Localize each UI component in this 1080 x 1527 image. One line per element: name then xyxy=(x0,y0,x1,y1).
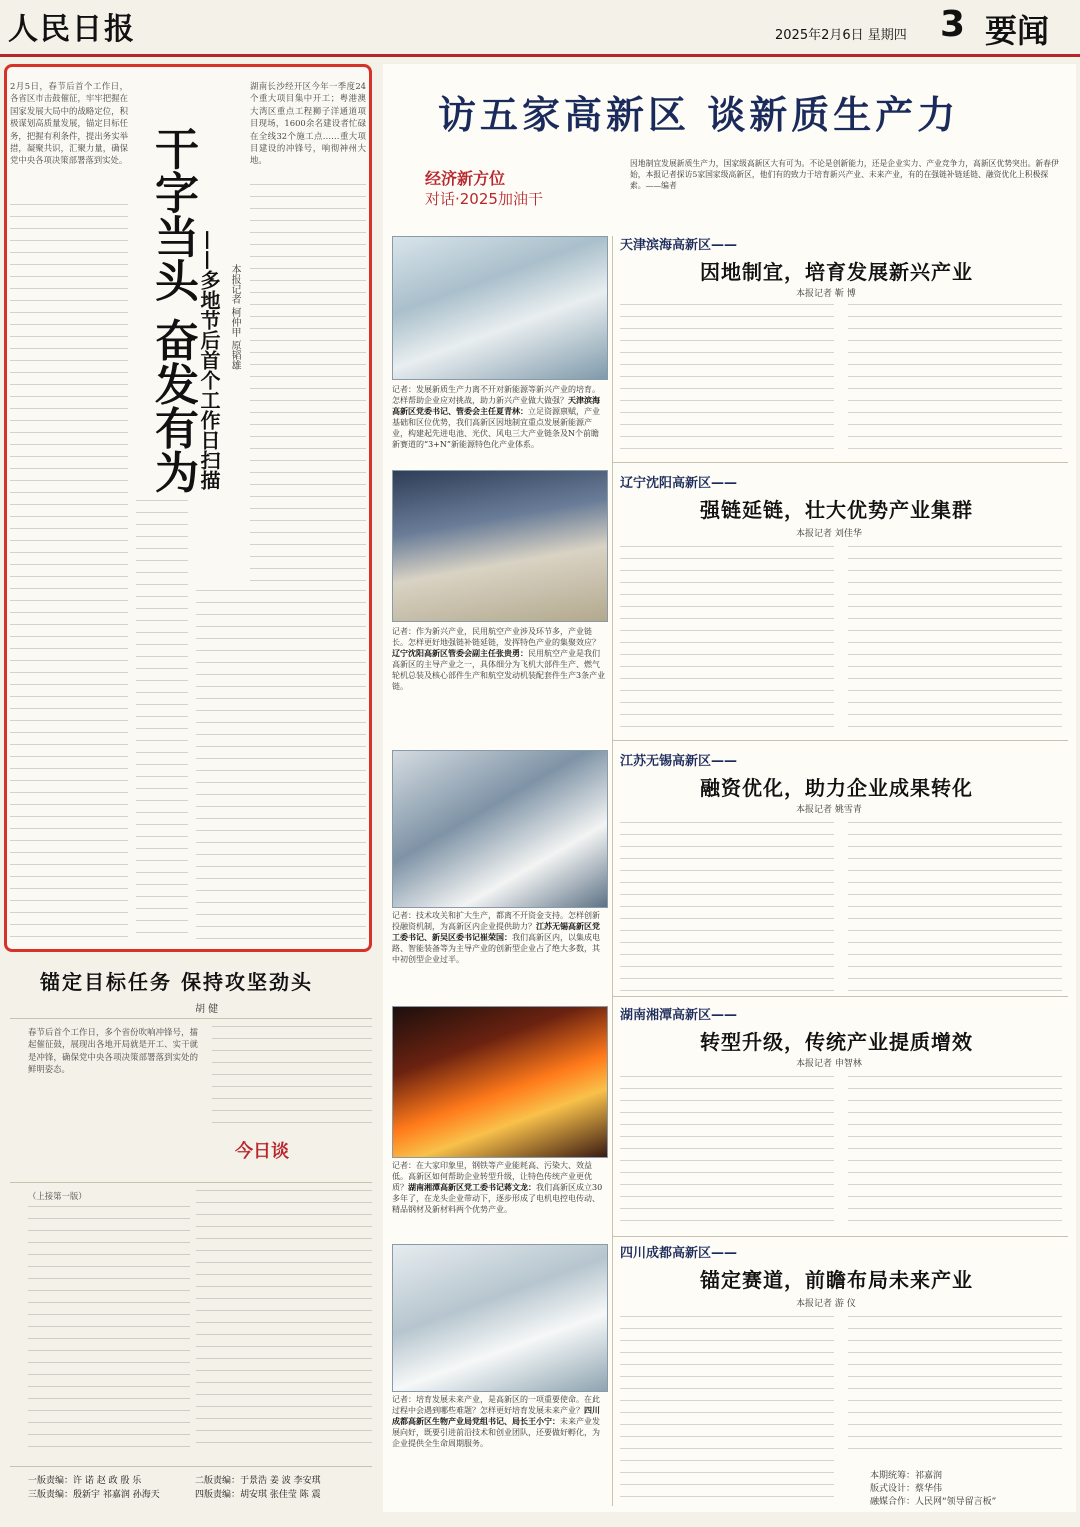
section4-question: 记者：在大家印象里，钢铁等产业能耗高、污染大、效益低。高新区如何帮助企业转型升级，让特色传统产业更优质？ xyxy=(392,1161,592,1192)
section2-caption xyxy=(392,626,606,734)
continued-label: （上接第一版） xyxy=(28,1191,87,1201)
lead-col2-body xyxy=(136,500,188,940)
section2-location: 辽宁沈阳高新区—— xyxy=(620,476,738,491)
section3-answer-name: 江苏无锡高新区党工委书记、新吴区委书记崔荣国： xyxy=(392,921,600,942)
section1-answer: 立足资源禀赋，产业基础和区位优势，我们高新区因地制宜重点发展新能源产业，构建起先进电池、光伏、风电三大产业链条及N个前瞻新赛道的“3+N”新能源特色化产业体系。 xyxy=(392,407,600,449)
commentary-text: 春节后首个工作日，多个省份吹响冲锋号，擂起催征鼓，展现出各地开局就是开工、实干就是冲锋，确保党中央各项决策部署落到实处的鲜明姿态。 xyxy=(28,1027,198,1075)
editor-page3: 三版责编：殷新宇 祁嘉润 孙海天 xyxy=(28,1490,160,1500)
section1-question: 记者：发展新质生产力离不开对新能源等新兴产业的培育。怎样帮助企业应对挑战，助力新兴产业做大做强？ xyxy=(392,385,600,405)
photo-steel-mill xyxy=(392,1006,608,1158)
lead-subtitle: ——多地节后首个工作日扫描 xyxy=(197,230,221,490)
feature-intro: 因地制宜发展新质生产力，国家级高新区大有可为。不论是创新能力，还是企业实力、产业竞争力，高新区优势突出。新春伊始，本报记者探访5家国家级高新区，他们有的致力于培育新兴产业、未来产业，有的在强链补链延链、融资优化上积极探索。——编者 xyxy=(630,159,1059,190)
divider xyxy=(612,740,1068,741)
section4-title: 转型升级，传统产业提质增效 xyxy=(700,1030,973,1054)
section5-question: 记者：培育发展未来产业，是高新区的一项重要使命。在此过程中会遇到哪些难题？怎样更好培育发展未来产业？ xyxy=(392,1395,600,1415)
photo-battery-lab xyxy=(392,236,608,380)
lead-col4-body xyxy=(196,590,366,940)
feature-banner-title: 访五家高新区 谈新质生产力 xyxy=(438,92,960,137)
section2-author: 本报记者 刘佳华 xyxy=(796,529,862,539)
commentary-author: 胡 健 xyxy=(195,1004,219,1015)
section1-body-1 xyxy=(620,304,834,456)
section1-title: 因地制宜，培育发展新兴产业 xyxy=(700,260,973,284)
page-editor: 本期统筹：祁嘉润 xyxy=(870,1471,943,1481)
editor-page2: 二版责编：于景浩 姜 波 李安琪 xyxy=(195,1476,321,1486)
section5-body-1 xyxy=(620,1316,834,1506)
page-number: 3 xyxy=(940,4,966,45)
divider xyxy=(612,236,613,1506)
photo-chip-factory xyxy=(392,750,608,908)
section3-body-1 xyxy=(620,822,834,992)
commentary-title: 锚定目标任务 保持攻坚劲头 xyxy=(40,970,313,994)
column-tag: 经济新方位 xyxy=(425,169,506,188)
section4-location: 湖南湘潭高新区—— xyxy=(620,1008,738,1023)
section2-answer: 民用航空产业是我们高新区的主导产业之一，具体细分为飞机大部件生产、燃气轮机总装及核心部件生产和航空发动机装配套件生产3条产业链。 xyxy=(392,649,606,691)
section3-author: 本报记者 姚雪青 xyxy=(796,805,862,815)
commentary-body xyxy=(212,1026,372,1126)
section1-answer-name: 天津滨海高新区党委书记、管委会主任夏青林： xyxy=(392,395,600,416)
section4-author: 本报记者 申智林 xyxy=(796,1059,862,1069)
section3-location: 江苏无锡高新区—— xyxy=(620,754,738,769)
section4-body-2 xyxy=(848,1076,1062,1230)
section3-answer: 我们高新区内，以集成电路、智能装备等为主导产业的创新型企业占了绝大多数，其中初创型企业过半。 xyxy=(392,933,600,964)
jinri-tan-label: 今日谈 xyxy=(235,1141,289,1162)
editor-page1: 一版责编：许 诺 赵 政 殷 乐 xyxy=(28,1476,142,1486)
section1-location: 天津滨海高新区—— xyxy=(620,238,738,253)
footer-credits-left xyxy=(28,1474,160,1502)
photo-aircraft-assembly xyxy=(392,470,608,622)
section2-body-2 xyxy=(848,546,1062,734)
section5-answer-name: 四川成都高新区生物产业局党组书记、局长王小宁： xyxy=(392,1405,600,1426)
newspaper-logo: 人民日报 xyxy=(8,12,136,47)
section5-body-2 xyxy=(848,1316,1062,1456)
section3-question: 记者：技术攻关和扩大生产，都离不开资金支持。怎样创新投融资机制，为高新区内企业提供助力？ xyxy=(392,911,600,931)
section3-title: 融资优化，助力企业成果转化 xyxy=(700,776,973,800)
editor-page4: 四版责编：胡安琪 张佳莹 陈 震 xyxy=(195,1490,321,1500)
section5-location: 四川成都高新区—— xyxy=(620,1246,738,1261)
lead-title: 干字当头 奋发有为 xyxy=(147,126,198,494)
divider xyxy=(612,996,1068,997)
continued-body-2 xyxy=(196,1190,372,1448)
section3-body-2 xyxy=(848,822,1062,992)
continued-body-1 xyxy=(28,1206,190,1448)
section4-answer: 我们高新区成立30多年了，在龙头企业带动下，逐步形成了电机电控电传动、精品钢材及新材料两个优势产业。 xyxy=(392,1183,603,1214)
lead-col1-text: 2月5日，春节后首个工作日，各省区市击鼓催征，牢牢把握在国家发展大局中的战略定位，积极谋划高质量发展，锚定目标任务，把握有利条件，提出务实举措，凝聚共识，汇聚力量，确保党中央各项决策部署落到实处。 xyxy=(10,81,128,166)
lead-col3-body xyxy=(250,184,366,584)
issue-date: 2025年2月6日 星期四 xyxy=(775,28,907,43)
page-design: 版式设计：蔡华伟 xyxy=(870,1484,943,1494)
masthead xyxy=(0,0,1080,57)
footer-credits-right xyxy=(195,1474,321,1502)
section5-answer: 未来产业发展向好，既要引进前沿技术和创业团队，还要做好孵化，为企业提供全生命周期服务。 xyxy=(392,1417,600,1448)
section4-body-1 xyxy=(620,1076,834,1230)
section-name: 要闻 xyxy=(985,12,1050,50)
lead-byline: 本报记者 柯仲甲 原韬雄 xyxy=(229,264,240,371)
section4-caption xyxy=(392,1160,606,1230)
page-credits xyxy=(870,1470,996,1509)
section2-title: 强链延链，壮大优势产业集群 xyxy=(700,498,973,522)
photo-pharma-lab xyxy=(392,1244,608,1392)
section2-body-1 xyxy=(620,546,834,734)
section2-answer-name: 辽宁沈阳高新区管委会副主任张贵勇： xyxy=(392,648,528,658)
section4-answer-name: 湖南湘潭高新区党工委书记蒋文龙： xyxy=(408,1182,536,1192)
lead-col1-body xyxy=(10,204,128,940)
lead-col3-text: 湖南长沙经开区今年一季度24个重大项目集中开工；粤港澳大湾区重点工程狮子洋通道项目现场，1600余名建设者忙碌在全线32个施工点……重大项目建设的冲锋号，响彻神州大地。 xyxy=(250,81,366,166)
divider xyxy=(10,1466,372,1467)
page-source: 融媒合作：人民网“领导留言板” xyxy=(870,1497,997,1507)
section3-caption xyxy=(392,910,606,992)
section1-author: 本报记者 靳 博 xyxy=(796,289,856,299)
section5-title: 锚定赛道，前瞻布局未来产业 xyxy=(700,1268,973,1292)
divider xyxy=(612,1236,1068,1237)
section5-author: 本报记者 游 仪 xyxy=(796,1299,856,1309)
divider xyxy=(10,1018,372,1019)
column-tag-sub: 对话·2025加油干 xyxy=(425,190,543,208)
section2-question: 记者：作为新兴产业，民用航空产业涉及环节多，产业链长。怎样更好地强链补链延链，发挥特色产业的集聚效应？ xyxy=(392,627,600,647)
divider xyxy=(10,1182,372,1183)
section5-caption xyxy=(392,1394,606,1506)
section1-body-2 xyxy=(848,304,1062,456)
divider xyxy=(612,462,1068,463)
section1-caption xyxy=(392,384,606,456)
